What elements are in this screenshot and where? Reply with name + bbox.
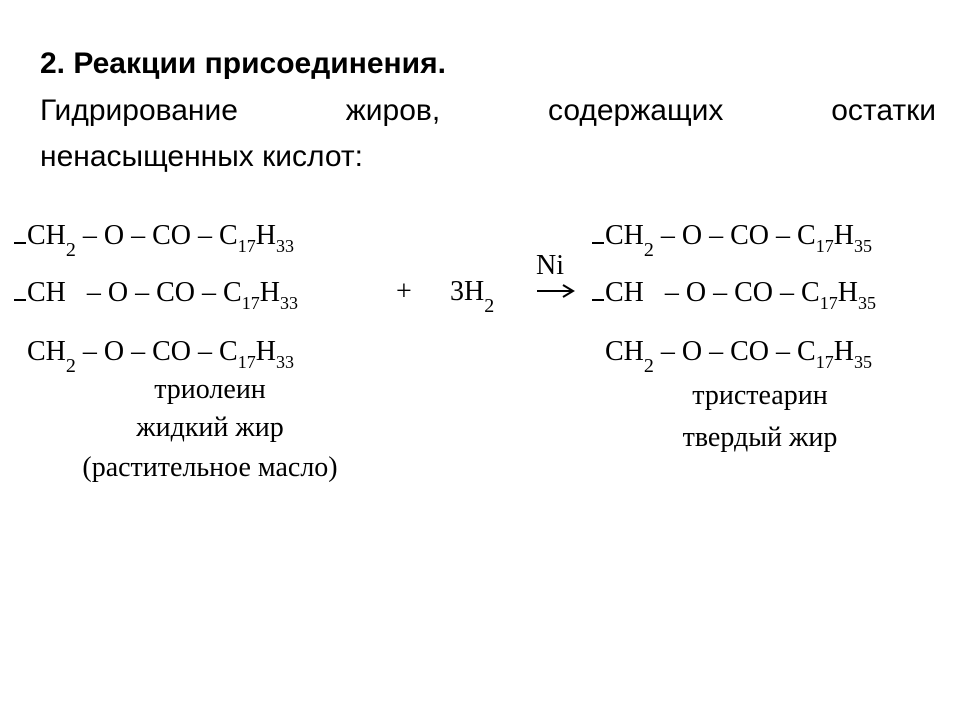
atom-subscript: 2 [643, 239, 654, 261]
intro-word: содержащих [548, 94, 724, 127]
atom-ch: CH [605, 277, 644, 308]
product-row-2 [592, 277, 876, 313]
ester-link: – O – CO – C [653, 220, 816, 251]
atom-ch: CH [605, 220, 644, 251]
reactant-note: (растительное масло) [82, 452, 338, 483]
intro-word: Гидрирование [40, 94, 238, 127]
ester-link: – O – CO – C [75, 336, 238, 367]
atom-ch: CH [27, 277, 66, 308]
carbon-count: 17 [241, 293, 260, 313]
bond-stub [14, 220, 26, 244]
slide-heading: 2. Реакции присоединения. [40, 47, 446, 80]
hydrogen-count: 33 [275, 236, 294, 256]
reactant-row-3 [14, 336, 294, 377]
atom-ch: CH [27, 220, 66, 251]
carbon-count: 17 [237, 236, 256, 256]
carbon-count: 17 [237, 352, 256, 372]
intro-text [40, 88, 936, 180]
reaction-arrow-icon [536, 281, 576, 301]
hydrogen-count: 33 [275, 352, 294, 372]
atom-subscript: 2 [643, 355, 654, 377]
reactant-row-2 [14, 277, 298, 313]
ester-link: – O – CO – C [79, 277, 242, 308]
intro-line-2: ненасыщенных кислот: [40, 140, 363, 173]
carbon-count: 17 [815, 352, 834, 372]
intro-word: жиров, [345, 94, 441, 127]
carbon-count: 17 [819, 293, 838, 313]
atom-ch: CH [27, 336, 66, 367]
atom-h: H [833, 220, 854, 251]
hydrogen-count: 33 [279, 293, 298, 313]
product-name: тристеарин [692, 380, 828, 411]
atom-h: H [259, 277, 280, 308]
atom-subscript: 2 [65, 239, 76, 261]
atom-ch: CH [605, 336, 644, 367]
reactant-row-1 [14, 220, 294, 261]
plus-sign: + [396, 276, 412, 307]
atom-h: H [255, 336, 276, 367]
ester-link: – O – CO – C [657, 277, 820, 308]
intro-word: остатки [831, 94, 936, 127]
hydrogen-count: 35 [857, 293, 876, 313]
carbon-count: 17 [815, 236, 834, 256]
catalyst-label: Ni [536, 250, 564, 281]
product-row-1 [592, 220, 872, 261]
bond-stub [592, 277, 604, 301]
reactant-name: триолеин [154, 374, 266, 405]
reagent-formula: 3H [450, 276, 485, 307]
bond-stub [592, 220, 604, 244]
product-state: твердый жир [682, 422, 838, 453]
ester-link: – O – CO – C [75, 220, 238, 251]
product-row-3 [592, 336, 872, 377]
hydrogen-reagent [450, 276, 495, 317]
atom-h: H [255, 220, 276, 251]
atom-h: H [833, 336, 854, 367]
bond-stub [14, 277, 26, 301]
reagent-subscript: 2 [484, 295, 495, 317]
reactant-state: жидкий жир [136, 412, 284, 443]
atom-h: H [837, 277, 858, 308]
hydrogen-count: 35 [853, 236, 872, 256]
intro-line-1 [40, 88, 936, 134]
ester-link: – O – CO – C [653, 336, 816, 367]
hydrogen-count: 35 [853, 352, 872, 372]
atom-subscript: 2 [65, 355, 76, 377]
